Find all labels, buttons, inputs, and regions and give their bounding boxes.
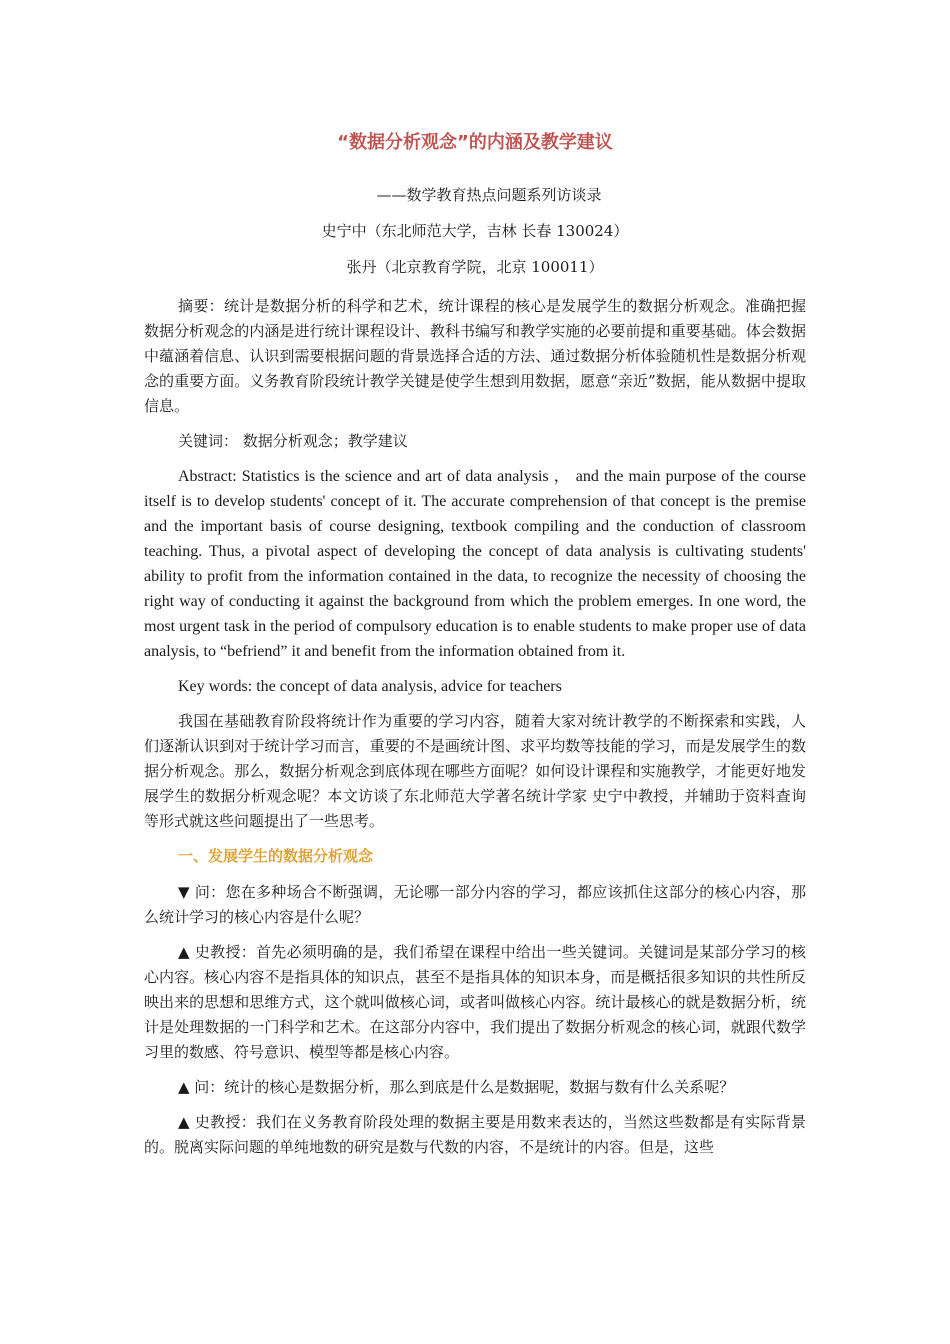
article-subtitle: ——数学教育热点问题系列访谈录 bbox=[376, 186, 602, 204]
keywords-en: Key words: the concept of data analysis, advice for teachers bbox=[178, 678, 562, 695]
author-line: 史宁中（东北师范大学，吉林 长春 130024） bbox=[321, 222, 629, 240]
section-heading: 一、发展学生的数据分析观念 bbox=[178, 847, 374, 865]
qa-paragraph: ▲ 问：统计的核心是数据分析，那么到底是什么是数据呢，数据与数有什么关系呢？ bbox=[178, 1078, 735, 1096]
abstract-cn: 摘要：统计是数据分析的科学和艺术，统计课程的核心是发展学生的数据分析观念。准确把握数据分析观念的内涵是进行统计课程设计、教科书编写和教学实施的必要前提和重要基础。体会数据中蕴涵着信息、认识到需要根据问题的背景选择合适的方法、通过数据分析体验随机性是数据分析观念的重要方面。义务教育阶段统计教学关键是使学生想到用数据，愿意“亲近”数据，能从数据中提取信息。 bbox=[144, 297, 806, 415]
intro-paragraph: 我国在基础教育阶段将统计作为重要的学习内容，随着大家对统计教学的不断探索和实践，人们逐渐认识到对于统计学习而言，重要的不是画统计图、求平均数等技能的学习，而是发展学生的数据分析观念。那么，数据分析观念到底体现在哪些方面呢？如何设计课程和实施教学，才能更好地发展学生的数据分析观念呢？本文访谈了东北师范大学著名统计学家 史宁中教授，并辅助于资料查询等形式就这些问题提出了一些思考。 bbox=[144, 712, 806, 830]
article-title: “数据分析观念”的内涵及教学建议 bbox=[337, 132, 613, 153]
author-line: 张丹（北京教育学院，北京 100011） bbox=[346, 258, 604, 276]
keywords-cn: 关键词： 数据分析观念；教学建议 bbox=[178, 432, 408, 450]
abstract-en: Abstract: Statistics is the science and art of data analysis ， and the main purpose of the course itself is to develop students' concept of it. The accurate comprehension of that concept is the premise and the important basis of course designing, textbook compiling and the conduction of classroom teaching. Thus, a pivotal aspect of developing the concept of data analysis is cultivating students' ability to profit from the information contained in the data, to recognize the necessity of choosing the right way of conducting it against the background from which the problem emerges. In one word, the most urgent task in the period of compulsory education is to enable students to make proper use of data analysis, to “befriend” it and benefit from the information obtained from it. bbox=[144, 468, 806, 660]
qa-paragraph: ▲ 史教授：我们在义务教育阶段处理的数据主要是用数来表达的，当然这些数都是有实际背景的。脱离实际问题的单纯地数的研究是数与代数的内容，不是统计的内容。但是，这些 bbox=[144, 1113, 806, 1156]
document-page bbox=[144, 130, 806, 1170]
qa-paragraph: ▼ 问：您在多种场合不断强调，无论哪一部分内容的学习，都应该抓住这部分的核心内容，那么统计学习的核心内容是什么呢？ bbox=[144, 883, 806, 926]
qa-paragraph: ▲ 史教授：首先必须明确的是，我们希望在课程中给出一些关键词。关键词是某部分学习的核心内容。核心内容不是指具体的知识点，甚至不是指具体的知识本身，而是概括很多知识的共性所反映出来的思想和思维方式，这个就叫做核心词，或者叫做核心内容。统计最核心的就是数据分析，统计是处理数据的一门科学和艺术。在这部分内容中，我们提出了数据分析观念的核心词，就跟代数学习里的数感、符号意识、模型等都是核心内容。 bbox=[144, 943, 806, 1061]
